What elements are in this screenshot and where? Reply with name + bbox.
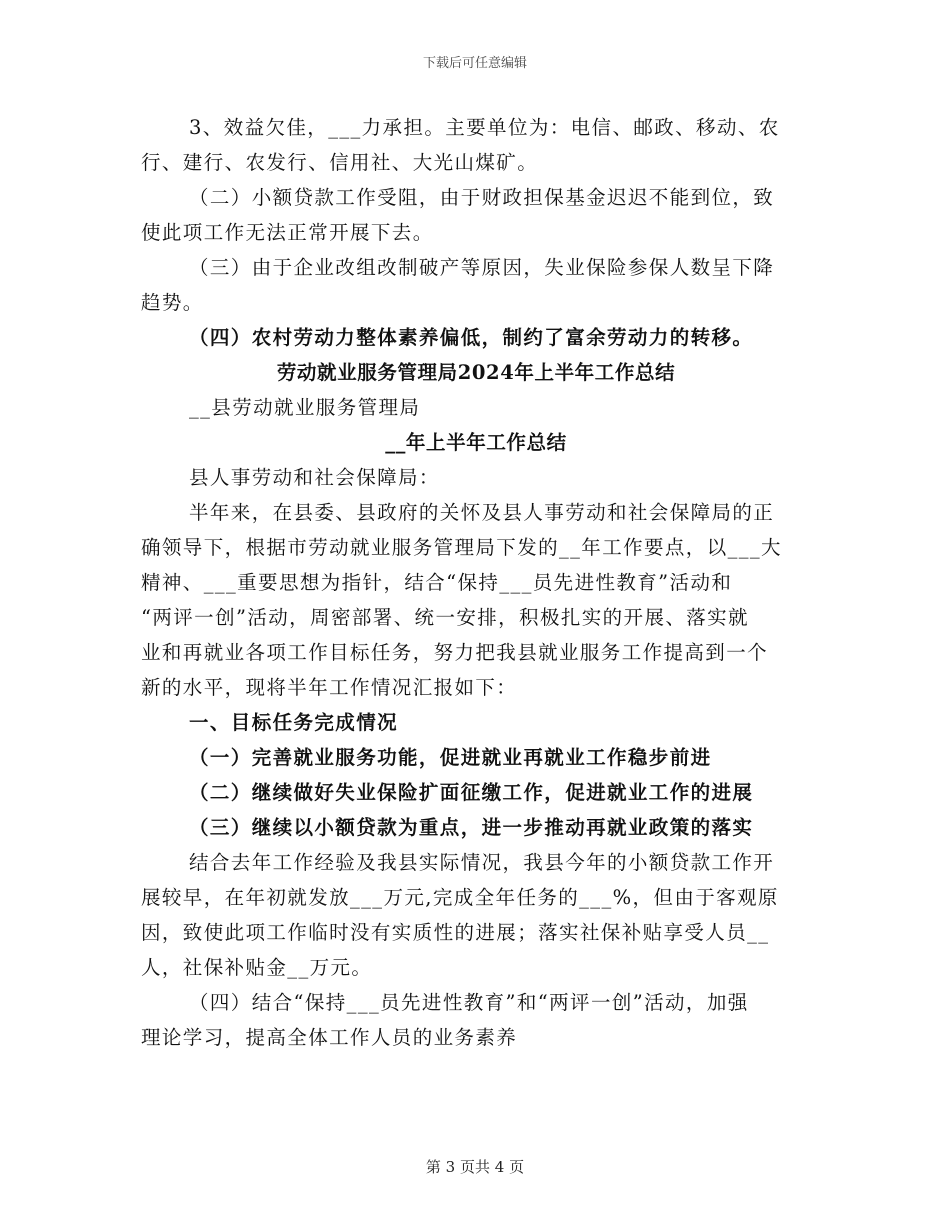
paragraph-line: 结合去年工作经验及我县实际情况，我县今年的小额贷款工作开	[189, 851, 775, 874]
paragraph-line: 因，致使此项工作临时没有实质性的进展；落实社保补贴享受人员__	[141, 921, 770, 944]
paragraph-line: 确领导下，根据市劳动就业服务管理局下发的__年工作要点，以___大	[141, 536, 782, 559]
paragraph-line: 业和再就业各项工作目标任务，努力把我县就业服务工作提高到一个	[141, 641, 769, 664]
paragraph-line: 理论学习，提高全体工作人员的业务素养	[141, 1026, 518, 1049]
bold-heading: （四）农村劳动力整体素养偏低，制约了富余劳动力的转移。	[189, 326, 754, 349]
paragraph-line: 展较早，在年初就发放___万元,完成全年任务的___%，但由于客观原	[141, 886, 779, 909]
paragraph-line: 精神、___重要思想为指针，结合“保持___员先进性教育”活动和	[141, 571, 733, 594]
paragraph-line: 半年来，在县委、县政府的关怀及县人事劳动和社会保障局的正	[189, 501, 775, 524]
page-footer: 第 3 页共 4 页	[425, 1158, 525, 1176]
paragraph-line: （二）小额贷款工作受阻，由于财政担保基金迟迟不能到位，致	[189, 186, 775, 209]
paragraph-line: （三）由于企业改组改制破产等原因，失业保险参保人数呈下降	[189, 256, 775, 279]
salutation: 县人事劳动和社会保障局：	[189, 466, 440, 489]
page-header: 下载后可任意编辑	[422, 56, 527, 71]
section-heading: 一、目标任务完成情况	[189, 711, 399, 734]
subsection-heading: （一）完善就业服务功能，促进就业再就业工作稳步前进	[189, 746, 712, 769]
report-title: __年上半年工作总结	[385, 431, 567, 454]
paragraph-line: 使此项工作无法正常开展下去。	[141, 221, 434, 244]
paragraph-line: 人，社保补贴金__万元。	[141, 956, 373, 979]
paragraph-line: 3、效益欠佳，___力承担。主要单位为：电信、邮政、移动、农	[189, 116, 780, 139]
paragraph-line: 趋势。	[141, 291, 204, 314]
paragraph-line: （四）结合“保持___员先进性教育”和“两评一创”活动，加强	[189, 991, 749, 1014]
organization-line: __县劳动就业服务管理局	[189, 396, 421, 419]
subsection-heading: （二）继续做好失业保险扩面征缴工作，促进就业工作的进展	[189, 781, 754, 804]
paragraph-line: 新的水平，现将半年工作情况汇报如下：	[141, 676, 518, 699]
document-title: 劳动就业服务管理局2024年上半年工作总结	[276, 361, 676, 384]
subsection-heading: （三）继续以小额贷款为重点，进一步推动再就业政策的落实	[189, 816, 754, 839]
paragraph-line: 行、建行、农发行、信用社、大光山煤矿。	[141, 151, 539, 174]
document-body	[141, 110, 811, 1055]
paragraph-line: “两评一创”活动，周密部署、统一安排，积极扎实的开展、落实就	[141, 606, 749, 629]
